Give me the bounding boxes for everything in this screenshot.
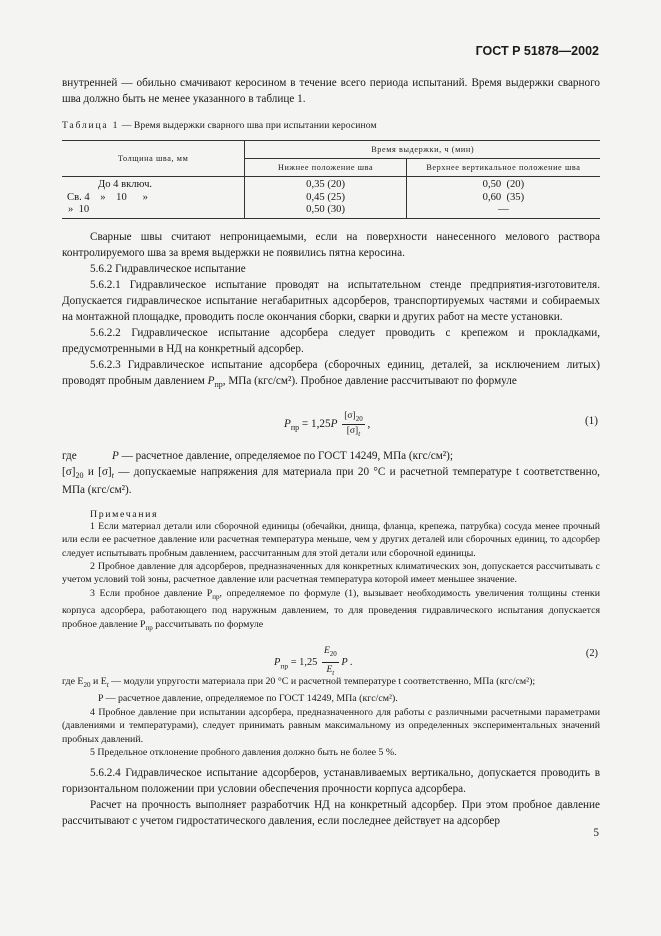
formula-1-tail: , [364,417,371,430]
table-cell-thickness [62,177,245,219]
note-3-part-c: рассчитывать по формуле [152,618,264,630]
table-cell-lower [245,177,406,219]
formula-2-lhs-sub: пр [280,661,289,671]
definition-sigma-and: и [σ] [83,465,112,478]
definition-p-desc: — расчетное давление, определяемое по ГОСТ 14249, МПа (кгс/см²); [118,450,453,463]
formula-2-coef: = 1,25 [288,657,320,669]
formula-1-p: P [330,417,338,430]
note-2: 2 Пробное давление для адсорберов, предназначенных для конкретных климатических зон, допускается рассчитывать с учетом условий той зоны, расчетное давление или расчетная температура которой имеет меньшее значение. [62,560,600,586]
formula-2-den-sub: t [332,669,335,678]
table-row-1-lower: 0,35 (20) [306,179,346,190]
definition-p-symbol: P [112,450,119,463]
notes-title: Примечания [90,508,159,520]
formula-2-denominator [322,663,339,680]
formula-1 [62,403,600,447]
document-code: ГОСТ Р 51878—2002 [475,44,599,58]
formula-1-den-sub: t [358,429,361,438]
notes-list [62,520,600,760]
paragraph-5623-part-b: , МПа (кгс/см²). Пробное давление рассчитывают по формуле [222,374,517,387]
note-4: 4 Пробное давление при испытании адсорбера, предназначенного для работы с различными расчетными параметрами (давлениями и температурами), следует принимать равным максимальному из определенных экспериментальных значений пробных давлений. [62,706,600,745]
note-3-part-b: , определяемое по формуле (1), вызывает необходимость увеличения толщины стенки корпуса адсорбера, работающего под наружным давлением, то для проведения гидравлического испытания допускается пробное давление P [62,587,601,630]
formula-1-den-text: [σ] [346,425,359,436]
definition-modulus-c: — модули упругости материала при 20 °С и расчетной температуре t соответственно, МПа (кгс/см²); [108,675,536,687]
table-caption [62,120,600,131]
definition-sigma-symbol: [σ] [62,465,76,478]
note-1: 1 Если материал детали или сборочной единицы (обечайки, днища, фланца, крепежа, патрубка) сосуда менее прочный или если ее расчетное давление или расчетная температура меньше, чем у других деталей или сборочных единиц, то адсорбер следует испытывать пробным давлением, рассчитанным для этой детали или сборочной единицы. [62,520,600,559]
definition-p2: P — расчетное давление, определяемое по ГОСТ 14249, МПа (кгс/см²). [98,693,398,705]
table-row-3-lower: 0,50 (30) [306,204,346,216]
table-row-3-vertical: — [498,204,509,216]
table-row-2-vertical: 0,60 (35) [482,191,525,203]
note-5: 5 Предельное отклонение пробного давления должно быть не более 5 %. [90,746,397,758]
paragraph-5624: 5.6.2.4 Гидравлическое испытание адсорберов, устанавливаемых вертикально, допускается проводить в горизонтальном положении при условии обеспечения прочности корпуса адсорбера. [62,767,600,796]
formula-1-lhs: P [284,417,291,430]
formula-2-den-text: E [326,665,333,676]
formula-1-numerator [342,411,364,425]
table-header-time: Время выдержки, ч (мин) [245,141,600,159]
table-header-thickness: Толщина шва, мм [62,141,245,177]
formula-2-number: (2) [585,647,598,659]
formula-2-tail: P . [338,657,353,669]
definition-sigma-text [62,465,600,499]
definition-p-text [112,449,600,465]
formula-1-lhs-sub: пр [290,423,300,433]
formula-2-lhs: P [274,657,281,669]
table-header-lower: Нижнее положение шва [245,159,406,177]
table-header-vertical: Верхнее вертикальное положение шва [406,159,600,177]
note-3-sub-2: пр [145,623,153,632]
table-row [62,177,600,219]
note-3-sub-1: пр [212,592,220,601]
table-row-2-thickness: Св. 4 » 10 » [67,191,148,203]
definition-sigma-desc: — допускаемые напряжения для материала при 20 °С и расчетной температуре t соответственно, МПа (кгс/см²). [62,465,600,497]
symbol-p-sub: пр [214,380,223,390]
formula-2-num-sub: 20 [329,649,337,658]
paragraph-5621: 5.6.2.1 Гидравлическое испытание проводят на испытательном стенде предприятия-изготовителя. Допускается гидравлическое испытание негабаритных адсорберов, транспортируемых частями и собираемых на монтажной площадке, проводить после окончания сборки, сварки и других работ на месте установки. [62,278,600,323]
table-caption-text: — Время выдержки сварного шва при испытании керосином [119,120,377,131]
note-3 [62,587,600,635]
table-row-2-lower: 0,45 (25) [306,191,346,203]
formula-1-definitions [62,449,600,499]
section-heading-562: 5.6.2 Гидравлическое испытание [90,262,246,275]
definition-p [62,449,600,465]
definition-modulus-b: и E [90,675,107,687]
table-caption-label: Таблица 1 [62,120,120,131]
definition-modulus-sub1: 20 [83,680,91,689]
formula-2-num-text: E [323,645,330,656]
definition-sigma-sub2: t [111,470,114,480]
page-body [62,75,600,829]
symbol-p: P [207,374,215,387]
formula-1-fraction [342,411,364,438]
paragraph-continuation: внутренней — обильно смачивают керосином в течение всего периода испытаний. Время выдержки сварного шва должно быть не менее указанного в таблице 1. [62,77,600,105]
formula-1-number: (1) [584,415,598,428]
definition-sigma [62,465,600,499]
formula-1-expression [284,411,370,438]
paragraph-5623-part-a: 5.6.2.3 Гидравлическое испытание адсорбера (сборочных единиц, деталей, за исключением литых) проводят пробным давлением [62,358,600,387]
table-row-1-vertical: 0,50 (20) [482,179,525,190]
definition-sigma-sub1: 20 [75,470,84,480]
definition-modulus-sub2: t [106,680,109,689]
paragraph-5622: 5.6.2.2 Гидравлическое испытание адсорбера следует проводить с крепежом и прокладками, предусмотренными в НД на конкретный адсорбер. [62,326,600,355]
formula-1-num-text: [σ] [344,411,356,422]
paragraph-strength-calc: Расчет на прочность выполняет разработчик НД на конкретный адсорбер. При этом пробное давление рассчитывают с учетом гидростатического давления, если последнее действует на адсорбер [62,799,600,828]
formula-2-fraction [322,645,339,681]
formula-2-numerator [322,645,339,663]
table-row-1-thickness: До 4 включ. [98,179,153,190]
table-row-3-thickness: » 10 [68,204,90,216]
page-number: 5 [593,827,599,839]
definition-where: где [62,450,77,463]
table-exposure-time [62,140,600,219]
formula-2-expression [274,645,353,681]
formula-1-coef: = 1,25 [299,417,331,430]
table-cell-vertical [406,177,600,219]
formula-2 [62,639,600,678]
definition-modulus-a: где E [62,675,84,687]
paragraph-seams: Сварные швы считают непроницаемыми, если на поверхности нанесенного мелового раствора контролируемого шва за время выдержки не появились пятна керосина. [62,230,600,259]
formula-1-num-sub: 20 [355,414,363,423]
formula-1-denominator [342,425,364,438]
paragraph-5623 [62,357,600,393]
note-3-part-a: 3 Если пробное давление P [90,587,213,599]
